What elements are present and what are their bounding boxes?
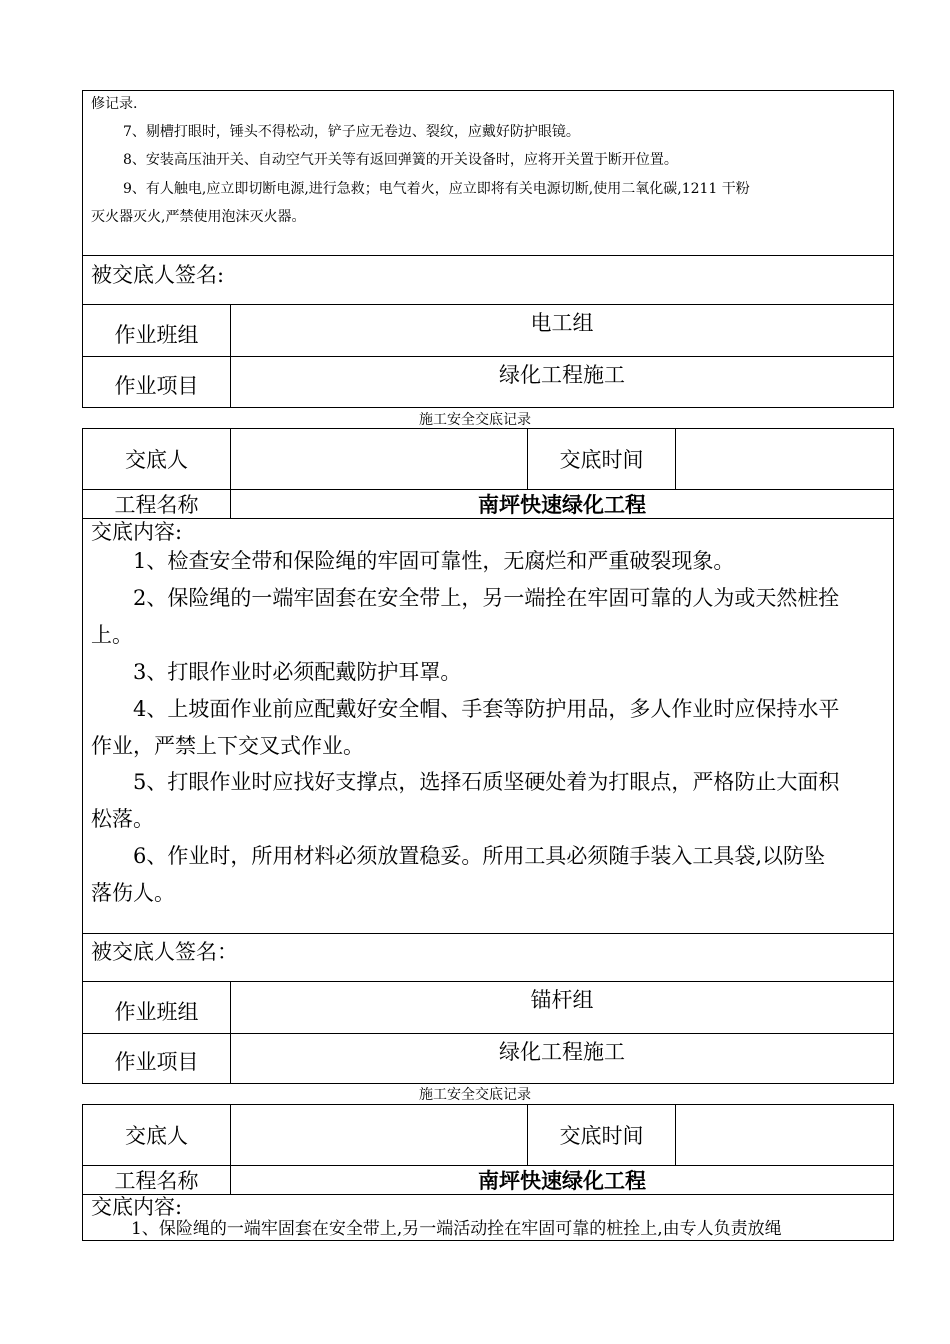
time-label: 交底时间	[527, 1104, 675, 1165]
team-value: 电工组	[530, 311, 594, 335]
item-label: 作业项目	[114, 1050, 199, 1074]
giver-value-cell	[230, 1104, 527, 1165]
item-value: 绿化工程施工	[499, 363, 625, 387]
content-line: 灭火器灭火,严禁使用泡沫灭火器。	[91, 209, 306, 225]
giver-label: 交底人	[125, 1123, 188, 1148]
item-value: 绿化工程施工	[499, 1040, 625, 1064]
content-label: 交底内容:	[91, 520, 183, 544]
signature-label: 被交底人签名：	[91, 940, 238, 964]
team-value-cell	[230, 982, 893, 1033]
content-line: 9、有人触电,应立即切断电源,进行急救；电气着火，应立即将有关电源切断,使用二氧化碳,1211 干粉	[123, 181, 750, 197]
project-row	[83, 1165, 893, 1194]
time-value-cell	[675, 428, 893, 489]
project-label: 工程名称	[114, 1169, 199, 1193]
item-value-cell	[230, 1034, 893, 1084]
content-row	[83, 1194, 893, 1241]
item-row	[83, 1033, 893, 1084]
signature-row	[83, 933, 893, 981]
safety-record-table-2	[82, 428, 894, 1084]
team-row	[83, 981, 893, 1033]
project-row	[83, 489, 893, 518]
team-label: 作业班组	[114, 999, 199, 1024]
time-label: 交底时间	[527, 428, 675, 489]
team-label: 作业班组	[114, 322, 199, 347]
content-line: 6、作业时，所用材料必须放置稳妥。所用工具必须随手装入工具袋,以防坠	[133, 844, 826, 868]
section-caption: 施工安全交底记录	[419, 412, 531, 428]
time-value-cell	[675, 1104, 893, 1165]
safety-record-table-1	[82, 90, 894, 408]
content-line: 落伤人。	[91, 881, 175, 905]
project-value: 南坪快速绿化工程	[230, 490, 893, 518]
content-line: 4、上坡面作业前应配戴好安全帽、手套等防护用品，多人作业时应保持水平	[133, 697, 840, 721]
item-value-cell	[230, 357, 893, 408]
content-line: 8、安装高压油开关、自动空气开关等有返回弹簧的开关设备时，应将开关置于断开位置。	[123, 152, 678, 168]
content-line: 3、打眼作业时必须配戴防护耳罩。	[133, 660, 462, 684]
content-line: 2、保险绳的一端牢固套在安全带上，另一端拴在牢固可靠的人为或天然桩拴	[133, 586, 840, 610]
safety-record-table-3	[82, 1104, 894, 1241]
giver-label: 交底人	[125, 447, 188, 472]
content-line: 1、检查安全带和保险绳的牢固可靠性，无腐烂和严重破裂现象。	[133, 549, 735, 573]
project-value: 南坪快速绿化工程	[230, 1166, 893, 1194]
content-line: 上。	[91, 623, 133, 647]
content-line: 作业，严禁上下交叉式作业。	[91, 734, 364, 758]
project-label: 工程名称	[114, 493, 199, 517]
section-caption: 施工安全交底记录	[419, 1087, 531, 1103]
item-label: 作业项目	[114, 373, 199, 398]
signature-row	[83, 255, 893, 304]
giver-value-cell	[230, 428, 527, 489]
team-value: 锚杆组	[530, 988, 594, 1012]
header-row	[83, 1104, 893, 1165]
content-line: 松落。	[91, 807, 154, 831]
content-row	[83, 518, 893, 933]
content-line: 5、打眼作业时应找好支撑点，选择石质坚硬处着为打眼点，严格防止大面积	[133, 770, 840, 794]
content-line: 修记录.	[91, 96, 138, 112]
team-value-cell	[230, 305, 893, 356]
team-row	[83, 304, 893, 356]
content-line: 1、保险绳的一端牢固套在安全带上,另一端活动拴在牢固可靠的桩拴上,由专人负责放绳	[131, 1219, 782, 1239]
header-row	[83, 428, 893, 489]
signature-label: 被交底人签名:	[91, 263, 225, 287]
content-line: 7、剔槽打眼时，锤头不得松动，铲子应无卷边、裂纹，应戴好防护眼镜。	[123, 124, 580, 140]
item-row	[83, 356, 893, 408]
content-label: 交底内容:	[91, 1195, 183, 1219]
